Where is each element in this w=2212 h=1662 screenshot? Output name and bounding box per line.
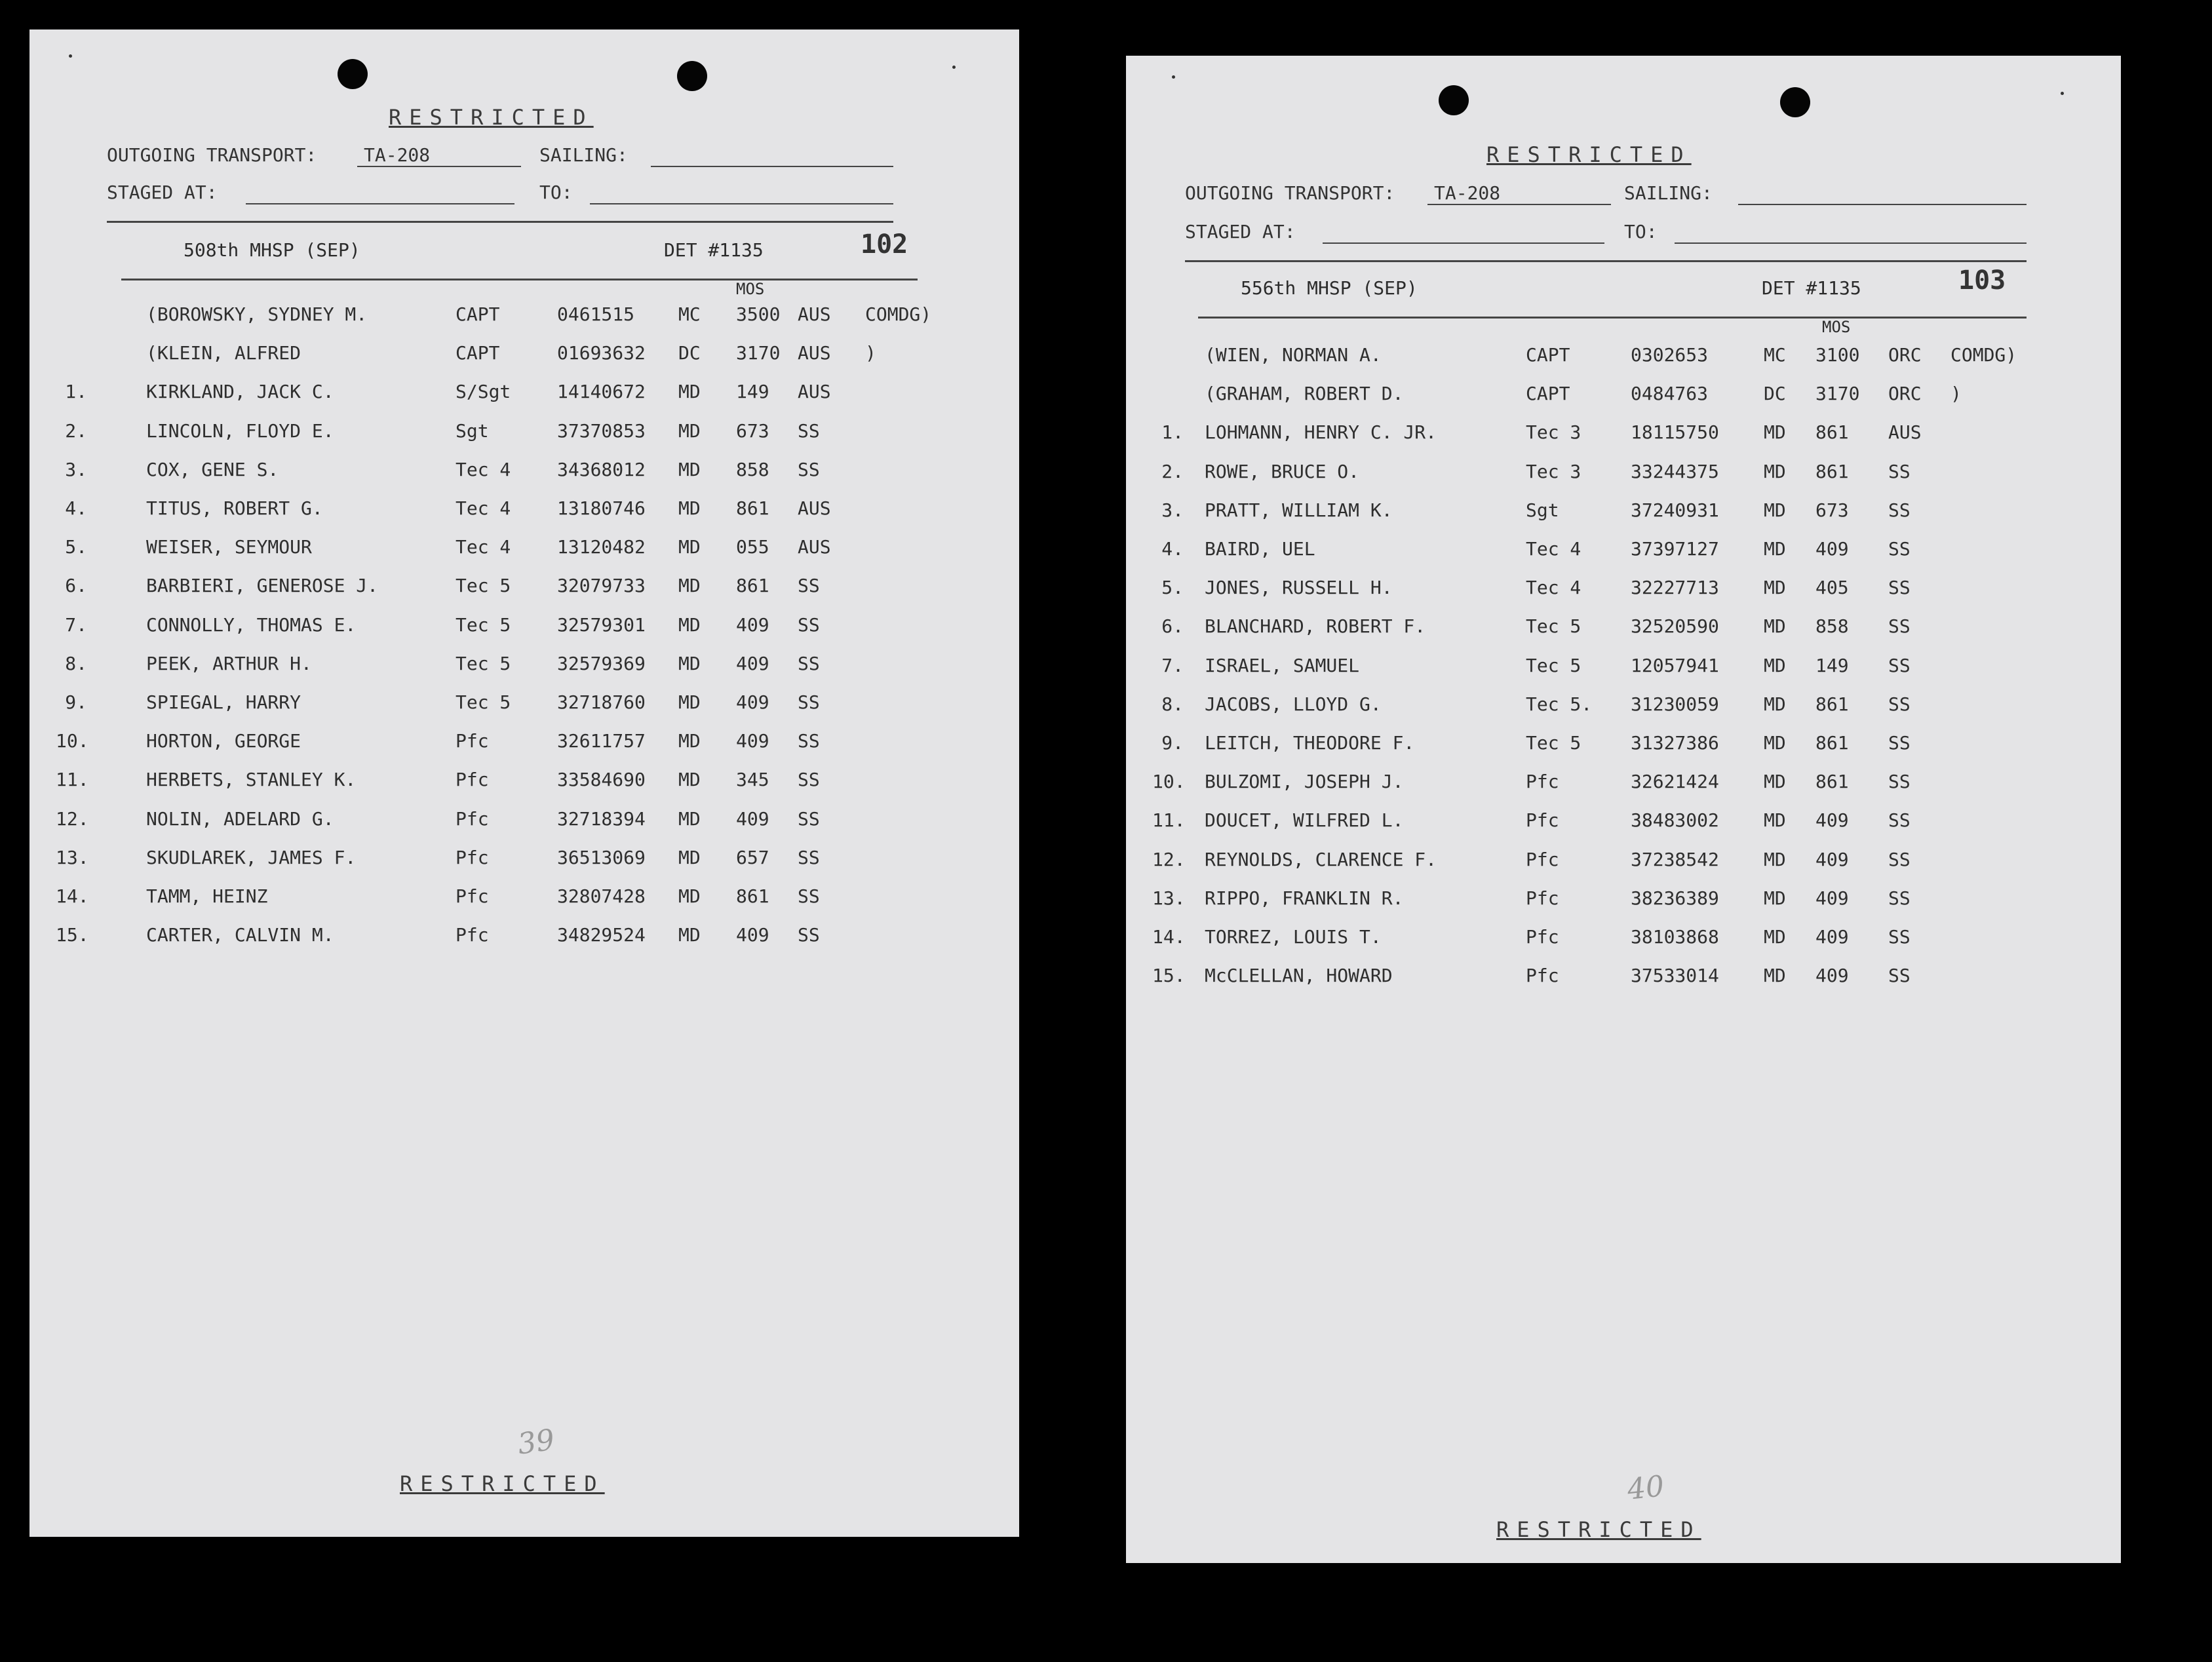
cell-name: (BOROWSKY, SYDNEY M. — [146, 303, 368, 325]
cell-note: ) — [865, 342, 876, 364]
cell-no: 15. — [1152, 965, 1186, 986]
cell-comp: SS — [798, 614, 820, 636]
cell-rank: Tec 5. — [1526, 693, 1593, 715]
cell-name: PRATT, WILLIAM K. — [1205, 499, 1393, 521]
cell-rank: Tec 5 — [456, 691, 511, 713]
cell-branch: MD — [1764, 538, 1786, 560]
cell-rank: Tec 4 — [1526, 538, 1581, 560]
cell-mos: 409 — [736, 808, 769, 830]
cell-rank: Pfc — [456, 730, 489, 752]
punch-hole — [1780, 87, 1810, 117]
cell-branch: MD — [1764, 615, 1786, 637]
cell-branch: MD — [1764, 771, 1786, 792]
cell-serial: 38236389 — [1631, 887, 1719, 909]
cell-rank: Sgt — [1526, 499, 1559, 521]
speck — [1172, 75, 1175, 79]
cell-branch: MC — [1764, 344, 1786, 366]
staged-blank — [246, 203, 514, 204]
cell-rank: Tec 5 — [1526, 655, 1581, 676]
cell-comp: SS — [1888, 926, 1911, 948]
transport-label: OUTGOING TRANSPORT: — [107, 144, 317, 166]
cell-branch: MD — [678, 769, 701, 790]
cell-mos: 409 — [736, 614, 769, 636]
cell-branch: MD — [678, 497, 701, 519]
cell-rank: CAPT — [456, 303, 500, 325]
cell-rank: Pfc — [456, 924, 489, 946]
cell-name: TITUS, ROBERT G. — [146, 497, 323, 519]
cell-no: 9. — [65, 691, 87, 713]
cell-no: 12. — [1152, 849, 1186, 870]
cell-no: 11. — [56, 769, 89, 790]
cell-comp: AUS — [798, 497, 831, 519]
cell-serial: 0461515 — [557, 303, 635, 325]
restricted-stamp-top: RESTRICTED — [389, 105, 594, 130]
cell-rank: Tec 4 — [456, 536, 511, 558]
cell-comp: SS — [798, 691, 820, 713]
cell-comp: SS — [798, 420, 820, 442]
cell-comp: SS — [1888, 965, 1911, 986]
cell-name: (GRAHAM, ROBERT D. — [1205, 383, 1404, 404]
cell-branch: DC — [678, 342, 701, 364]
cell-mos: 3170 — [1815, 383, 1860, 404]
cell-serial: 13120482 — [557, 536, 646, 558]
transport-value: TA-208 — [357, 144, 521, 167]
cell-name: KIRKLAND, JACK C. — [146, 381, 334, 402]
cell-branch: MD — [1764, 577, 1786, 598]
cell-branch: MD — [1764, 887, 1786, 909]
cell-mos: 673 — [1815, 499, 1849, 521]
cell-no: 14. — [1152, 926, 1186, 948]
cell-name: TORREZ, LOUIS T. — [1205, 926, 1382, 948]
cell-name: JACOBS, LLOYD G. — [1205, 693, 1382, 715]
unit-name: 556th MHSP (SEP) — [1241, 277, 1418, 299]
cell-name: ISRAEL, SAMUEL — [1205, 655, 1360, 676]
detachment-number: DET #1135 — [1762, 277, 1861, 299]
cell-mos: 409 — [736, 730, 769, 752]
cell-serial: 32579369 — [557, 653, 646, 674]
document-page-right — [1126, 56, 2121, 1563]
cell-name: NOLIN, ADELARD G. — [146, 808, 334, 830]
cell-rank: Tec 5 — [1526, 615, 1581, 637]
table-rule — [1198, 317, 2027, 319]
staged-blank — [1323, 242, 1604, 244]
cell-name: LEITCH, THEODORE F. — [1205, 732, 1415, 754]
cell-serial: 0302653 — [1631, 344, 1709, 366]
cell-rank: Pfc — [1526, 887, 1559, 909]
cell-branch: MD — [1764, 809, 1786, 831]
cell-no: 5. — [1161, 577, 1184, 598]
cell-comp: SS — [1888, 809, 1911, 831]
cell-name: PEEK, ARTHUR H. — [146, 653, 312, 674]
cell-branch: MD — [1764, 693, 1786, 715]
cell-serial: 32079733 — [557, 575, 646, 596]
cell-branch: MD — [678, 575, 701, 596]
cell-name: JONES, RUSSELL H. — [1205, 577, 1393, 598]
cell-mos: 409 — [1815, 849, 1849, 870]
cell-no: 10. — [56, 730, 89, 752]
cell-branch: MD — [678, 536, 701, 558]
transport-label: OUTGOING TRANSPORT: — [1185, 182, 1395, 204]
cell-no: 15. — [56, 924, 89, 946]
cell-mos: 861 — [1815, 421, 1849, 443]
cell-serial: 36513069 — [557, 847, 646, 868]
cell-serial: 14140672 — [557, 381, 646, 402]
punch-hole — [677, 61, 707, 91]
cell-comp: SS — [798, 575, 820, 596]
cell-name: BAIRD, UEL — [1205, 538, 1315, 560]
cell-mos: 3100 — [1815, 344, 1860, 366]
mos-column-header: MOS — [1822, 318, 1851, 336]
cell-comp: SS — [1888, 538, 1911, 560]
cell-branch: MD — [1764, 655, 1786, 676]
cell-serial: 37240931 — [1631, 499, 1719, 521]
cell-mos: 861 — [1815, 732, 1849, 754]
cell-no: 13. — [56, 847, 89, 868]
cell-rank: CAPT — [1526, 344, 1570, 366]
cell-comp: SS — [798, 885, 820, 907]
cell-name: BLANCHARD, ROBERT F. — [1205, 615, 1426, 637]
cell-branch: MD — [1764, 732, 1786, 754]
cell-no: 12. — [56, 808, 89, 830]
cell-no: 5. — [65, 536, 87, 558]
cell-name: HERBETS, STANLEY K. — [146, 769, 357, 790]
cell-rank: Tec 4 — [1526, 577, 1581, 598]
cell-mos: 861 — [1815, 461, 1849, 482]
staged-label: STAGED AT: — [1185, 221, 1296, 242]
cell-serial: 01693632 — [557, 342, 646, 364]
cell-no: 6. — [65, 575, 87, 596]
restricted-stamp-bottom: RESTRICTED — [1496, 1517, 1701, 1542]
cell-no: 1. — [1161, 421, 1184, 443]
cell-no: 7. — [1161, 655, 1184, 676]
cell-serial: 32718394 — [557, 808, 646, 830]
cell-no: 4. — [65, 497, 87, 519]
cell-no: 3. — [1161, 499, 1184, 521]
cell-comp: SS — [1888, 849, 1911, 870]
cell-rank: Tec 4 — [456, 497, 511, 519]
cell-branch: MD — [1764, 499, 1786, 521]
cell-mos: 149 — [1815, 655, 1849, 676]
cell-no: 6. — [1161, 615, 1184, 637]
cell-serial: 31230059 — [1631, 693, 1719, 715]
cell-branch: MD — [678, 381, 701, 402]
cell-branch: MD — [678, 808, 701, 830]
to-blank — [1675, 242, 2027, 244]
cell-note: ) — [1950, 383, 1962, 404]
cell-branch: MD — [678, 730, 701, 752]
cell-branch: MD — [678, 885, 701, 907]
cell-name: (WIEN, NORMAN A. — [1205, 344, 1382, 366]
cell-branch: MD — [678, 847, 701, 868]
restricted-stamp-bottom: RESTRICTED — [400, 1471, 605, 1496]
cell-mos: 345 — [736, 769, 769, 790]
cell-name: TAMM, HEINZ — [146, 885, 268, 907]
cell-comp: SS — [798, 653, 820, 674]
cell-name: BULZOMI, JOSEPH J. — [1205, 771, 1404, 792]
cell-note: COMDG) — [1950, 344, 2017, 366]
cell-rank: Tec 5 — [456, 653, 511, 674]
cell-no: 13. — [1152, 887, 1186, 909]
cell-rank: CAPT — [1526, 383, 1570, 404]
cell-rank: Pfc — [1526, 965, 1559, 986]
cell-mos: 861 — [1815, 693, 1849, 715]
cell-branch: MD — [1764, 421, 1786, 443]
cell-serial: 33584690 — [557, 769, 646, 790]
cell-mos: 673 — [736, 420, 769, 442]
header-rule — [1185, 260, 2027, 262]
cell-rank: Pfc — [1526, 809, 1559, 831]
cell-rank: Pfc — [456, 847, 489, 868]
cell-mos: 409 — [736, 924, 769, 946]
cell-serial: 38103868 — [1631, 926, 1719, 948]
cell-name: DOUCET, WILFRED L. — [1205, 809, 1404, 831]
cell-rank: Tec 5 — [1526, 732, 1581, 754]
unit-name: 508th MHSP (SEP) — [184, 239, 360, 261]
cell-comp: ORC — [1888, 344, 1922, 366]
cell-serial: 32611757 — [557, 730, 646, 752]
cell-no: 9. — [1161, 732, 1184, 754]
cell-no: 1. — [65, 381, 87, 402]
cell-serial: 0484763 — [1631, 383, 1709, 404]
cell-branch: MD — [1764, 461, 1786, 482]
cell-comp: SS — [798, 730, 820, 752]
cell-no: 10. — [1152, 771, 1186, 792]
cell-serial: 33244375 — [1631, 461, 1719, 482]
cell-serial: 32621424 — [1631, 771, 1719, 792]
cell-no: 11. — [1152, 809, 1186, 831]
cell-serial: 32807428 — [557, 885, 646, 907]
detachment-number: DET #1135 — [664, 239, 764, 261]
cell-comp: AUS — [1888, 421, 1922, 443]
cell-rank: Sgt — [456, 420, 489, 442]
cell-serial: 32227713 — [1631, 577, 1719, 598]
cell-mos: 409 — [736, 653, 769, 674]
cell-mos: 149 — [736, 381, 769, 402]
cell-rank: Pfc — [456, 769, 489, 790]
cell-serial: 37533014 — [1631, 965, 1719, 986]
transport-value: TA-208 — [1427, 182, 1611, 205]
to-label: TO: — [1624, 221, 1658, 242]
cell-comp: SS — [798, 924, 820, 946]
document-page-left — [29, 29, 1019, 1537]
cell-name: McCLELLAN, HOWARD — [1205, 965, 1393, 986]
cell-branch: MD — [1764, 926, 1786, 948]
cell-serial: 34368012 — [557, 459, 646, 480]
cell-comp: SS — [1888, 693, 1911, 715]
speck — [2061, 92, 2064, 95]
cell-rank: Pfc — [456, 885, 489, 907]
cell-mos: 409 — [1815, 965, 1849, 986]
cell-comp: SS — [1888, 499, 1911, 521]
sailing-blank — [651, 166, 893, 167]
cell-comp: SS — [798, 847, 820, 868]
speck — [952, 66, 956, 69]
cell-no: 4. — [1161, 538, 1184, 560]
cell-branch: MD — [1764, 849, 1786, 870]
cell-rank: Pfc — [456, 808, 489, 830]
to-blank — [590, 203, 893, 204]
cell-mos: 409 — [1815, 887, 1849, 909]
restricted-stamp-top: RESTRICTED — [1486, 142, 1692, 167]
cell-no: 2. — [1161, 461, 1184, 482]
cell-serial: 18115750 — [1631, 421, 1719, 443]
sailing-blank — [1738, 204, 2027, 205]
cell-name: RIPPO, FRANKLIN R. — [1205, 887, 1404, 909]
cell-no: 14. — [56, 885, 89, 907]
cell-comp: ORC — [1888, 383, 1922, 404]
cell-rank: Tec 5 — [456, 575, 511, 596]
cell-serial: 34829524 — [557, 924, 646, 946]
cell-mos: 3170 — [736, 342, 781, 364]
cell-name: SPIEGAL, HARRY — [146, 691, 301, 713]
cell-name: COX, GENE S. — [146, 459, 279, 480]
cell-branch: DC — [1764, 383, 1786, 404]
cell-branch: MD — [678, 691, 701, 713]
cell-rank: CAPT — [456, 342, 500, 364]
cell-mos: 055 — [736, 536, 769, 558]
cell-name: ROWE, BRUCE O. — [1205, 461, 1360, 482]
cell-name: LOHMANN, HENRY C. JR. — [1205, 421, 1437, 443]
cell-comp: AUS — [798, 536, 831, 558]
cell-mos: 409 — [1815, 809, 1849, 831]
cell-comp: SS — [798, 459, 820, 480]
cell-comp: SS — [798, 808, 820, 830]
cell-serial: 12057941 — [1631, 655, 1719, 676]
staged-label: STAGED AT: — [107, 182, 218, 203]
cell-branch: MD — [678, 653, 701, 674]
cell-comp: SS — [1888, 577, 1911, 598]
cell-name: LINCOLN, FLOYD E. — [146, 420, 334, 442]
page-number: 102 — [861, 229, 908, 260]
cell-branch: MC — [678, 303, 701, 325]
to-label: TO: — [539, 182, 573, 203]
cell-mos: 405 — [1815, 577, 1849, 598]
handwritten-page-number: 40 — [1625, 1469, 1666, 1507]
cell-rank: Pfc — [1526, 771, 1559, 792]
cell-name: SKUDLAREK, JAMES F. — [146, 847, 357, 868]
mos-column-header: MOS — [736, 280, 765, 298]
cell-rank: Tec 5 — [456, 614, 511, 636]
cell-comp: SS — [1888, 887, 1911, 909]
cell-mos: 657 — [736, 847, 769, 868]
cell-branch: MD — [678, 614, 701, 636]
cell-rank: Pfc — [1526, 849, 1559, 870]
header-rule — [107, 221, 893, 223]
cell-serial: 38483002 — [1631, 809, 1719, 831]
punch-hole — [1439, 85, 1469, 115]
cell-serial: 32718760 — [557, 691, 646, 713]
cell-comp: SS — [1888, 771, 1911, 792]
cell-serial: 32520590 — [1631, 615, 1719, 637]
sailing-label: SAILING: — [539, 144, 628, 166]
cell-no: 3. — [65, 459, 87, 480]
cell-name: REYNOLDS, CLARENCE F. — [1205, 849, 1437, 870]
cell-mos: 409 — [736, 691, 769, 713]
cell-comp: AUS — [798, 342, 831, 364]
speck — [69, 54, 72, 58]
cell-name: BARBIERI, GENEROSE J. — [146, 575, 379, 596]
table-rule — [121, 279, 918, 280]
cell-branch: MD — [1764, 965, 1786, 986]
cell-name: HORTON, GEORGE — [146, 730, 301, 752]
cell-rank: Pfc — [1526, 926, 1559, 948]
cell-mos: 861 — [736, 575, 769, 596]
cell-serial: 32579301 — [557, 614, 646, 636]
cell-rank: S/Sgt — [456, 381, 511, 402]
cell-mos: 3500 — [736, 303, 781, 325]
cell-no: 8. — [65, 653, 87, 674]
cell-rank: Tec 3 — [1526, 461, 1581, 482]
cell-mos: 861 — [736, 497, 769, 519]
cell-mos: 858 — [1815, 615, 1849, 637]
cell-no: 8. — [1161, 693, 1184, 715]
cell-name: CARTER, CALVIN M. — [146, 924, 334, 946]
cell-branch: MD — [678, 924, 701, 946]
punch-hole — [338, 59, 368, 89]
cell-name: CONNOLLY, THOMAS E. — [146, 614, 357, 636]
cell-comp: SS — [1888, 615, 1911, 637]
cell-serial: 37370853 — [557, 420, 646, 442]
cell-mos: 861 — [1815, 771, 1849, 792]
handwritten-page-number: 39 — [515, 1423, 557, 1461]
sailing-label: SAILING: — [1624, 182, 1713, 204]
cell-serial: 13180746 — [557, 497, 646, 519]
cell-mos: 409 — [1815, 926, 1849, 948]
cell-no: 2. — [65, 420, 87, 442]
cell-serial: 31327386 — [1631, 732, 1719, 754]
cell-comp: AUS — [798, 303, 831, 325]
cell-name: (KLEIN, ALFRED — [146, 342, 301, 364]
cell-comp: SS — [798, 769, 820, 790]
cell-rank: Tec 3 — [1526, 421, 1581, 443]
cell-comp: SS — [1888, 655, 1911, 676]
cell-serial: 37238542 — [1631, 849, 1719, 870]
cell-no: 7. — [65, 614, 87, 636]
cell-branch: MD — [678, 420, 701, 442]
cell-comp: SS — [1888, 732, 1911, 754]
cell-name: WEISER, SEYMOUR — [146, 536, 312, 558]
cell-comp: AUS — [798, 381, 831, 402]
cell-note: COMDG) — [865, 303, 932, 325]
cell-rank: Tec 4 — [456, 459, 511, 480]
cell-branch: MD — [678, 459, 701, 480]
cell-mos: 861 — [736, 885, 769, 907]
cell-serial: 37397127 — [1631, 538, 1719, 560]
cell-mos: 858 — [736, 459, 769, 480]
cell-comp: SS — [1888, 461, 1911, 482]
cell-mos: 409 — [1815, 538, 1849, 560]
page-number: 103 — [1958, 265, 2006, 296]
